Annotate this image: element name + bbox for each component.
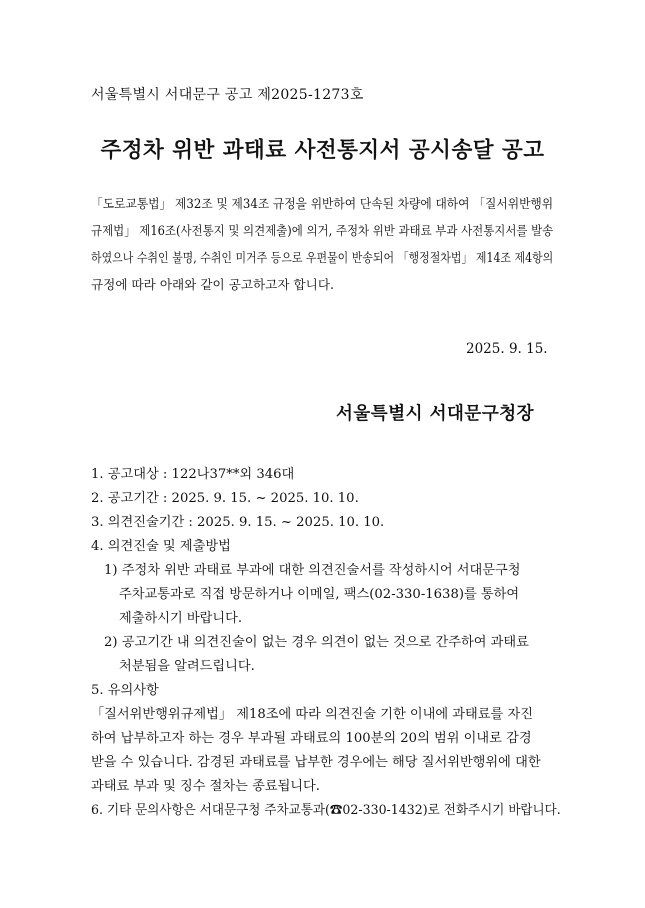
- item-contact: 6. 기타 문의사항은 서대문구청 주차교통과(☎02-330-1432)로 전화주시기 바랍니다.: [91, 803, 561, 818]
- notes-line: 과태료 부과 및 징수 절차는 종료됩니다.: [91, 779, 320, 794]
- method-1-line: 주차교통과로 직접 방문하거나 이메일, 팩스(02-330-1638)를 통하여: [119, 587, 520, 602]
- notice-body: [91, 190, 553, 298]
- body-line: 하였으나 수취인 불명, 수취인 미거주 등으로 우편물이 반송되어 「행정절차법」 제14조 제4항의: [91, 250, 554, 265]
- notes-line: 하여 납부하고자 하는 경우 부과될 과태료의 100분의 20의 범위 이내로 감경: [91, 731, 532, 746]
- body-line: 규제법」 제16조(사전통지 및 의견제출)에 의거, 주정차 위반 과태료 부과 사전통지서를 발송: [91, 223, 554, 238]
- item-opinion-period: 3. 의견진술기간 : 2025. 9. 15. ~ 2025. 10. 10.: [91, 515, 385, 530]
- notice-items: [91, 463, 561, 823]
- body-line: 「도로교통법」 제32조 및 제34조 규정을 위반하여 단속된 차량에 대하여 「질서위반행위: [91, 196, 554, 211]
- item-notes-heading: 5. 유의사항: [91, 683, 159, 698]
- method-2-line: 2) 공고기간 내 의견진술이 없는 경우 의견이 없는 것으로 간주하여 과태료: [104, 635, 529, 650]
- notes-line: 받을 수 있습니다. 감경된 과태료를 납부한 경우에는 해당 질서위반행위에 대한: [91, 755, 541, 770]
- notice-title: 주정차 위반 과태료 사전통지서 공시송달 공고: [100, 138, 545, 163]
- item-method-heading: 4. 의견진술 및 제출방법: [91, 539, 231, 554]
- body-line: 규정에 따라 아래와 같이 공고하고자 합니다.: [91, 277, 334, 292]
- item-period: 2. 공고기간 : 2025. 9. 15. ~ 2025. 10. 10.: [91, 491, 359, 506]
- method-2-line: 처분됨을 알려드립니다.: [119, 659, 255, 674]
- notes-line: 「질서위반행위규제법」 제18조에 따라 의견진술 기한 이내에 과태료를 자진: [91, 707, 533, 722]
- notice-reference-number: 서울특별시 서대문구 공고 제2025-1273호: [91, 87, 364, 103]
- method-1-line: 제출하시기 바랍니다.: [119, 611, 243, 626]
- item-target: 1. 공고대상 : 122나37**외 346대: [91, 467, 295, 482]
- method-1-line: 1) 주정차 위반 과태료 부과에 대한 의견진술서를 작성하시어 서대문구청: [104, 563, 521, 578]
- notice-date: 2025. 9. 15.: [466, 341, 548, 357]
- notice-signer: 서울특별시 서대문구청장: [336, 404, 535, 424]
